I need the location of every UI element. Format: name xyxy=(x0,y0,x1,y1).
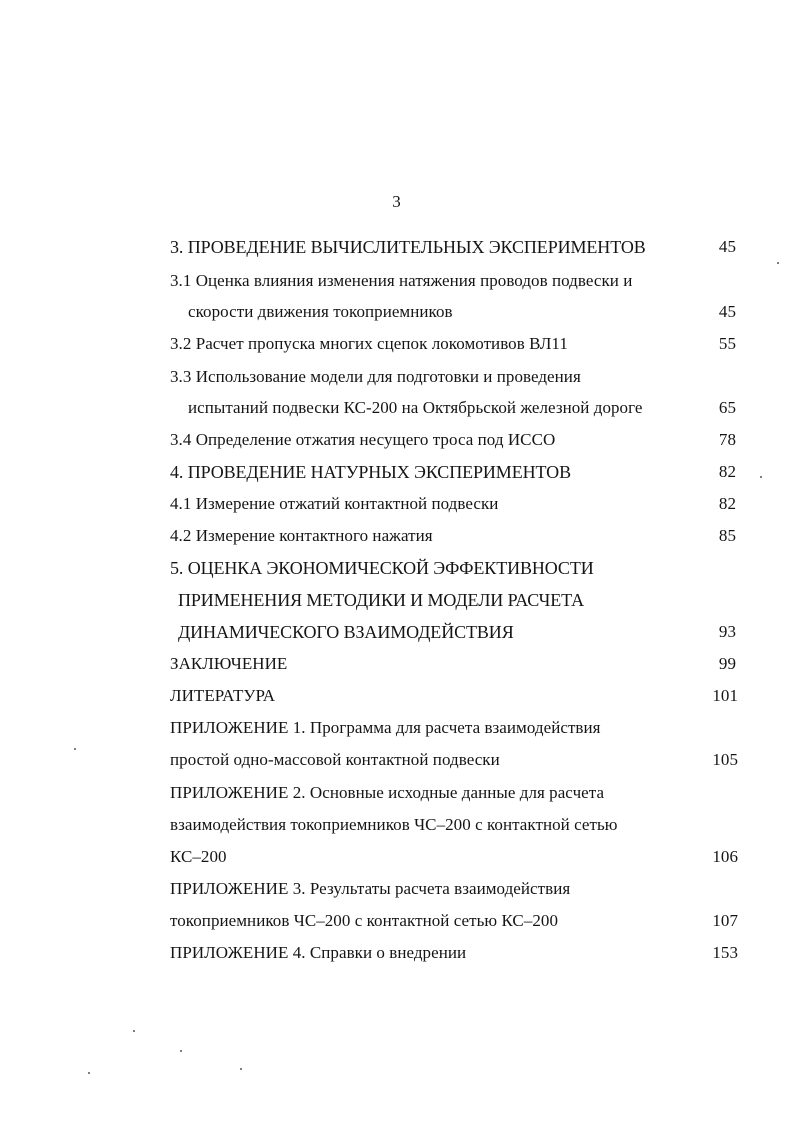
scan-speck xyxy=(133,1030,135,1032)
toc-entry-title: 4. ПРОВЕДЕНИЕ НАТУРНЫХ ЭКСПЕРИМЕНТОВ xyxy=(170,462,571,482)
toc-entry-page: 85 xyxy=(718,526,736,545)
toc-entry-title: взаимодействия токоприемников ЧС–200 с контактной сетью xyxy=(170,815,618,834)
toc-entry-title: 5. ОЦЕНКА ЭКОНОМИЧЕСКОЙ ЭФФЕКТИВНОСТИ xyxy=(170,558,594,578)
toc-entry-page: 82 xyxy=(718,462,736,481)
toc-entry[interactable] xyxy=(170,271,736,293)
toc-entry-page: 45 xyxy=(718,237,736,256)
toc-entry[interactable] xyxy=(170,718,738,740)
toc-entry[interactable] xyxy=(170,750,738,772)
toc-entry-title: ПРИЛОЖЕНИЕ 3. Результаты расчета взаимодействия xyxy=(170,879,571,898)
toc-entry-title: 3.2 Расчет пропуска многих сцепок локомотивов ВЛ11 xyxy=(170,334,568,353)
scan-speck xyxy=(88,1072,90,1074)
toc-entry-page: 65 xyxy=(718,398,736,417)
scan-speck xyxy=(777,262,779,264)
toc-entry[interactable] xyxy=(170,783,738,805)
toc-entry[interactable] xyxy=(170,526,736,548)
toc-entry-title: 3. ПРОВЕДЕНИЕ ВЫЧИСЛИТЕЛЬНЫХ ЭКСПЕРИМЕНТОВ xyxy=(170,237,646,257)
scan-speck xyxy=(74,748,76,750)
toc-entry-title: 3.1 Оценка влияния изменения натяжения проводов подвески и xyxy=(170,271,633,290)
toc-entry[interactable] xyxy=(170,430,736,452)
toc-entry-page: 55 xyxy=(718,334,736,353)
toc-entry[interactable] xyxy=(178,590,736,612)
toc-entry-page: 45 xyxy=(718,302,736,321)
toc-entry-title: 3.4 Определение отжатия несущего троса под ИССО xyxy=(170,430,556,449)
toc-entry-title: КС–200 xyxy=(170,847,227,866)
toc-entry[interactable] xyxy=(170,847,738,869)
toc-entry-title: 3.3 Использование модели для подготовки и проведения xyxy=(170,367,581,386)
toc-entry-page: 107 xyxy=(712,911,738,930)
toc-entry-page: 99 xyxy=(718,654,736,673)
toc-entry-page: 105 xyxy=(712,750,738,769)
page-number: 3 xyxy=(392,192,401,211)
toc-entry[interactable] xyxy=(170,237,736,259)
toc-entry[interactable] xyxy=(170,334,736,356)
toc-entry[interactable] xyxy=(170,654,736,676)
toc-entry-title: скорости движения токоприемников xyxy=(188,302,453,321)
toc-entry-page: 101 xyxy=(712,686,738,705)
scan-speck xyxy=(180,1050,182,1052)
toc-entry-title: 4.2 Измерение контактного нажатия xyxy=(170,526,433,545)
toc-entry-title: ДИНАМИЧЕСКОГО ВЗАИМОДЕЙСТВИЯ xyxy=(178,622,514,642)
toc-entry-title: токоприемников ЧС–200 с контактной сетью КС–200 xyxy=(170,911,559,930)
toc-entry[interactable] xyxy=(188,302,736,324)
toc-entry[interactable] xyxy=(170,911,738,933)
toc-entry[interactable] xyxy=(170,462,736,484)
toc-entry[interactable] xyxy=(170,879,738,901)
toc-entry-title: простой одно-массовой контактной подвески xyxy=(170,750,500,769)
toc-entry[interactable] xyxy=(170,558,736,580)
toc-entry[interactable] xyxy=(170,815,738,837)
toc-entry-title: ПРИЛОЖЕНИЕ 1. Программа для расчета взаимодействия xyxy=(170,718,601,737)
toc-entry-page: 93 xyxy=(718,622,736,641)
toc-entry[interactable] xyxy=(178,622,736,644)
toc-entry-title: ЛИТЕРАТУРА xyxy=(170,686,276,705)
toc-entry-title: ПРИМЕНЕНИЯ МЕТОДИКИ И МОДЕЛИ РАСЧЕТА xyxy=(178,590,585,610)
toc-entry[interactable] xyxy=(170,494,736,516)
toc-entry-title: 4.1 Измерение отжатий контактной подвески xyxy=(170,494,499,513)
toc-entry[interactable] xyxy=(170,367,736,389)
toc-entry[interactable] xyxy=(170,686,738,708)
toc-entry-title: ПРИЛОЖЕНИЕ 4. Справки о внедрении xyxy=(170,943,467,962)
toc-entry-title: ЗАКЛЮЧЕНИЕ xyxy=(170,654,288,673)
toc-entry-page: 153 xyxy=(712,943,738,962)
toc-entry[interactable] xyxy=(188,398,736,420)
toc-entry-page: 82 xyxy=(718,494,736,513)
scan-speck xyxy=(760,476,762,478)
toc-entry-page: 106 xyxy=(712,847,738,866)
toc-entry-title: испытаний подвески КС-200 на Октябрьской железной дороге xyxy=(188,398,643,417)
toc-entry-title: ПРИЛОЖЕНИЕ 2. Основные исходные данные для расчета xyxy=(170,783,605,802)
toc-entry[interactable] xyxy=(170,943,738,965)
scan-speck xyxy=(240,1068,242,1070)
toc-entry-page: 78 xyxy=(718,430,736,449)
